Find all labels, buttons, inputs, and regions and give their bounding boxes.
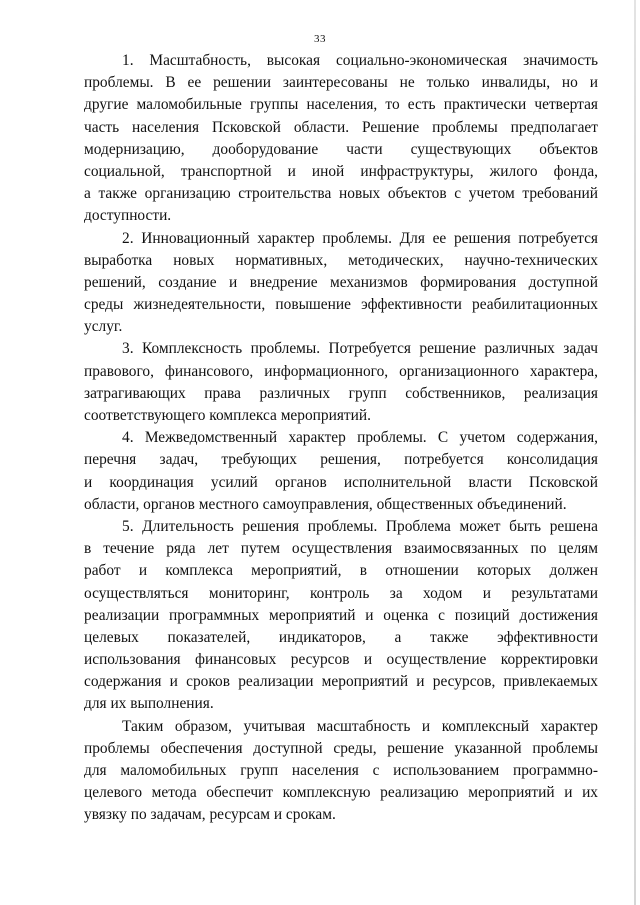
document-body [84,50,598,827]
paragraph-line: проблемы обеспечения доступной среды, решение указанной проблемы [84,739,598,757]
paragraph-line: для маломобильных групп населения с использованием программно- [84,762,598,779]
paragraph-line: увязку по задачам, ресурсам и срокам. [84,806,336,824]
paragraph-line: 4. Межведомственный характер проблемы. С учетом содержания, [122,429,598,447]
paragraph-line: в течение ряда лет путем осуществления взаимосвязанных по целям [84,540,598,558]
scan-edge-shadow [634,0,636,905]
paragraph-line: другие маломобильные группы населения, то есть практически четвертая [84,96,598,114]
paragraph-line: работ и комплекса мероприятий, в отношении которых должен [84,562,598,580]
paragraph [84,716,598,827]
paragraph-line: доступности. [84,207,172,225]
paragraph-line: целевого метода обеспечит комплексную реализацию мероприятий и их [84,784,598,802]
paragraph-line: соответствующего комплекса мероприятий. [84,407,371,424]
paragraph-line: Таким образом, учитывая масштабность и комплексный характер [122,717,598,735]
paragraph-line: 2. Инновационный характер проблемы. Для ее решения потребуется [122,229,598,247]
paragraph-line: часть населения Псковской области. Решение проблемы предполагает [84,118,598,136]
paragraph-line: целевых показателей, индикаторов, а также эффективности [84,628,598,646]
paragraph-line: затрагивающих права различных групп собственников, реализация [84,384,598,402]
paragraph-line: использования финансовых ресурсов и осуществление корректировки [84,651,598,669]
paragraph-line: 1. Масштабность, высокая социально-экономическая значимость [122,52,598,69]
paragraph [84,228,598,339]
page-number: 33 [314,33,326,45]
paragraph-line: 3. Комплексность проблемы. Потребуется решение различных задач [122,340,598,358]
paragraph-line: среды жизнедеятельности, повышение эффективности реабилитационных [84,296,598,314]
paragraph [84,516,598,716]
paragraph-line: для их выполнения. [84,695,214,713]
paragraph-line: и координация усилий органов исполнительной власти Псковской [84,473,598,491]
paragraph-line: содержания и сроков реализации мероприятий и ресурсов, привлекаемых [84,673,598,691]
paragraph [84,50,598,228]
paragraph-line: социальной, транспортной и иной инфраструктуры, жилого фонда, [84,162,598,180]
paragraph-line: выработка новых нормативных, методических, научно-технических [84,251,598,269]
paragraph-line: проблемы. В ее решении заинтересованы не только инвалиды, но и [84,74,598,92]
paragraph-line: 5. Длительность решения проблемы. Проблема может быть решена [122,517,598,535]
paragraph-line: реализации программных мероприятий и оценка с позиций достижения [84,606,598,624]
paragraph-line: услуг. [84,318,123,336]
paragraph-line: правового, финансового, информационного, организационного характера, [84,362,598,380]
paragraph-line: а также организацию строительства новых объектов с учетом требований [84,185,598,203]
paragraph-line: области, органов местного самоуправления, общественных объединений. [84,495,567,513]
paragraph-line: перечня задач, требующих решения, потребуется консолидация [84,451,598,469]
paragraph [84,427,598,516]
paragraph-line: решений, создание и внедрение механизмов формирования доступной [84,273,598,291]
paragraph [84,338,598,427]
paragraph-line: модернизацию, дооборудование части существующих объектов [84,140,598,158]
paragraph-line: осуществляться мониторинг, контроль за ходом и результатами [84,584,598,602]
